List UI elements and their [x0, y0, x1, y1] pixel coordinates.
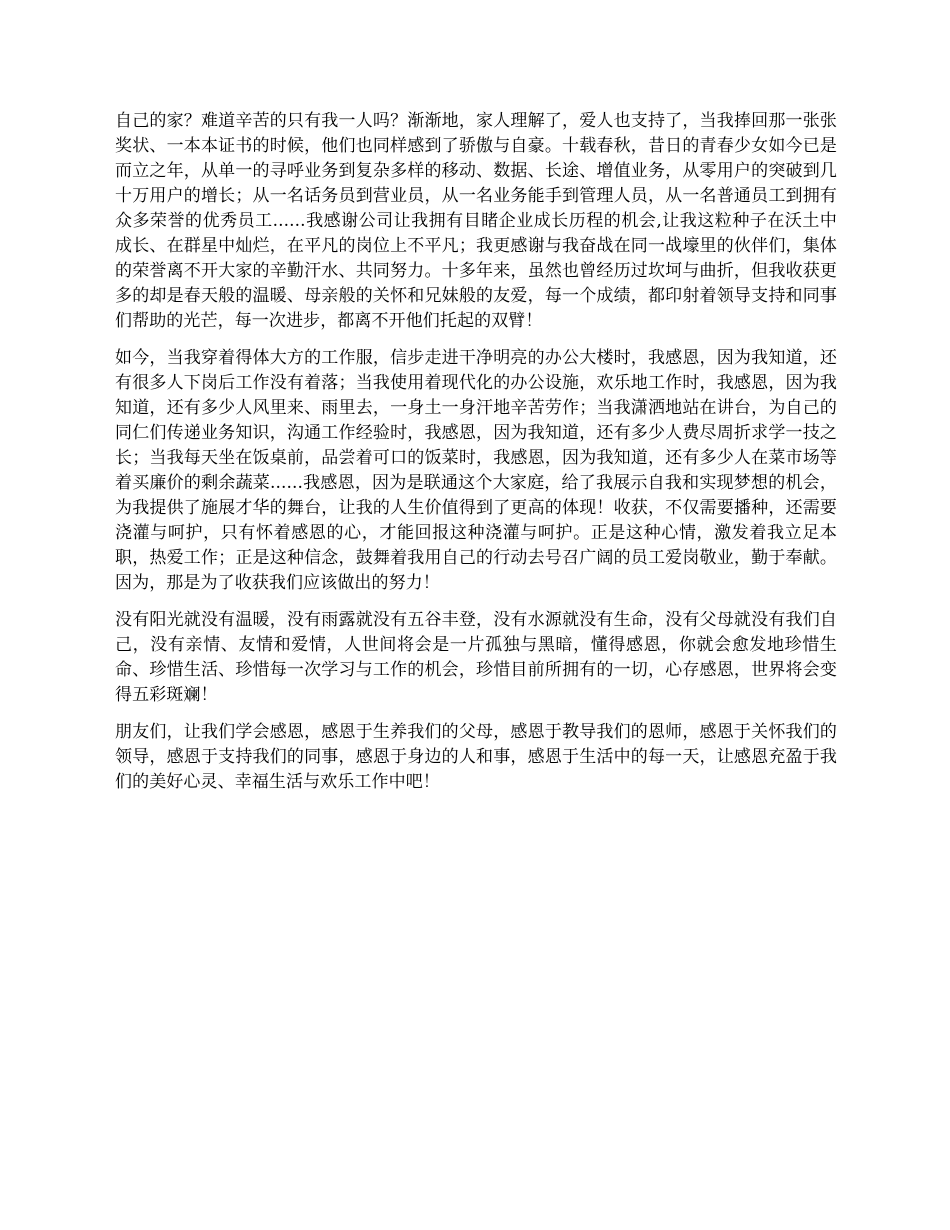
- document-page: [115, 109, 837, 807]
- paragraph-1: 自己的家？难道辛苦的只有我一人吗？渐渐地，家人理解了，爱人也支持了，当我捧回那一张张奖状、一本本证书的时候，他们也同样感到了骄傲与自豪。十载春秋，昔日的青春少女如今已是而立之年，从单一的寻呼业务到复杂多样的移动、数据、长途、增值业务，从零用户的突破到几十万用户的增长；从一名话务员到营业员，从一名业务能手到管理人员，从一名普通员工到拥有众多荣誉的优秀员工......我感谢公司让我拥有目睹企业成长历程的机会,让我这粒种子在沃土中成长、在群星中灿烂，在平凡的岗位上不平凡；我更感谢与我奋战在同一战壕里的伙伴们，集体的荣誉离不开大家的辛勤汗水、共同努力。十多年来，虽然也曾经历过坎坷与曲折，但我收获更多的却是春天般的温暖、母亲般的关怀和兄妹般的友爱，每一个成绩，都印射着领导支持和同事们帮助的光芒，每一次进步，都离不开他们托起的双臂！: [115, 111, 837, 331]
- paragraph-2: 如今，当我穿着得体大方的工作服，信步走进干净明亮的办公大楼时，我感恩，因为我知道，还有很多人下岗后工作没有着落；当我使用着现代化的办公设施，欢乐地工作时，我感恩，因为我知道，还有多少人风里来、雨里去，一身土一身汗地辛苦劳作；当我潇洒地站在讲台，为自己的同仁们传递业务知识，沟通工作经验时，我感恩，因为我知道，还有多少人费尽周折求学一技之长；当我每天坐在饭桌前，品尝着可口的饭菜时，我感恩，因为我知道，还有多少人在菜市场等着买廉价的剩余蔬菜......我感恩，因为是联通这个大家庭，给了我展示自我和实现梦想的机会，为我提供了施展才华的舞台，让我的人生价值得到了更高的体现！收获，不仅需要播种，还需要浇灌与呵护，只有怀着感恩的心，才能回报这种浇灌与呵护。正是这种心情，激发着我立足本职，热爱工作；正是这种信念，鼓舞着我用自己的行动去号召广阔的员工爱岗敬业，勤于奉献。因为，那是为了收获我们应该做出的努力！: [115, 348, 837, 593]
- paragraph-4: 朋友们，让我们学会感恩，感恩于生养我们的父母，感恩于教导我们的恩师，感恩于关怀我们的领导，感恩于支持我们的同事，感恩于身边的人和事，感恩于生活中的每一天，让感恩充盈于我们的美好心灵、幸福生活与欢乐工作中吧！: [115, 722, 837, 792]
- paragraph-3: 没有阳光就没有温暖，没有雨露就没有五谷丰登，没有水源就没有生命，没有父母就没有我们自己，没有亲情、友情和爱情，人世间将会是一片孤独与黑暗，懂得感恩，你就会愈发地珍惜生命、珍惜生活、珍惜每一次学习与工作的机会，珍惜目前所拥有的一切，心存感恩，世界将会变得五彩斑斓！: [115, 610, 837, 705]
